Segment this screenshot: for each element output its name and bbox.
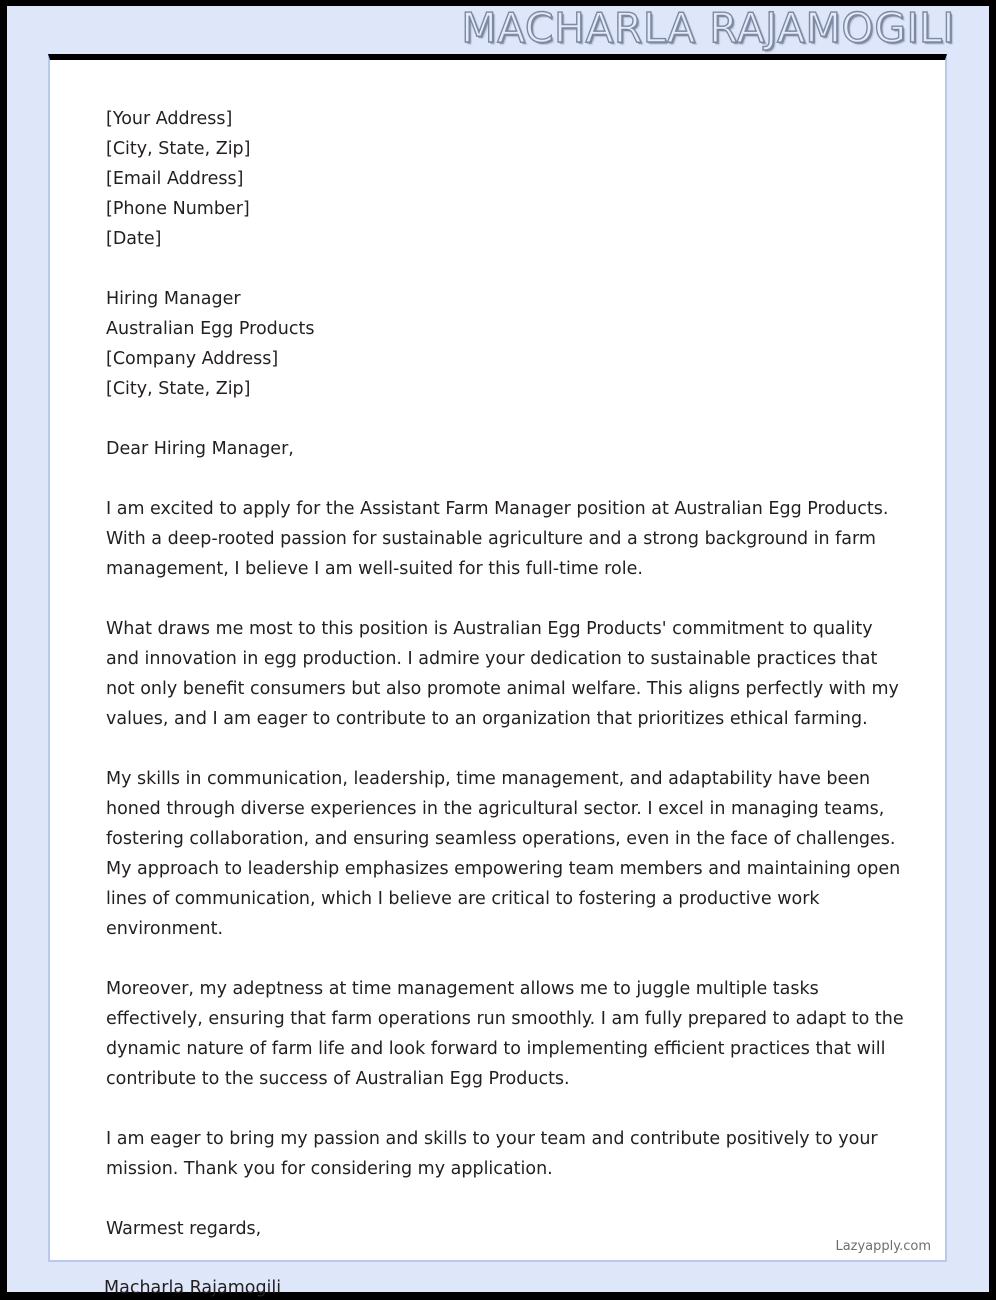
sender-address-line: [Your Address] [106,109,233,129]
recipient-address-line: Australian Egg Products [106,319,315,339]
letter-paragraph: Moreover, my adeptness at time management allows me to juggle multiple tasks effectively, ensuring that farm operations run smoothly. I am fully prepared to adapt to the dynamic nature of farm life and look forward to implementing efficient practices that will contribute to the success of Australian Egg Products. [106,979,904,1089]
recipient-address-line: [Company Address] [106,349,279,369]
letter-paragraph: What draws me most to this position is Australian Egg Products' commitment to quality and innovation in egg production. I admire your dedication to sustainable practices that not only benefit consumers but also promote animal welfare. This aligns perfectly with my values, and I am eager to contribute to an organization that prioritizes ethical farming. [106,619,899,729]
signature-name: Macharla Rajamogili [104,1278,282,1298]
spacer [106,1094,906,1124]
sender-address-line: [Email Address] [106,169,244,189]
recipient-address-line: Hiring Manager [106,289,241,309]
sender-address-line: [Phone Number] [106,199,250,219]
sender-address-line: [City, State, Zip] [106,139,251,159]
page-title: MACHARLA RAJAMOGILI [461,4,955,52]
letter-paragraph: My skills in communication, leadership, time management, and adaptability have been honed through diverse experiences in the agricultural sector. I excel in managing teams, fostering collaboration, and ensuring seamless operations, even in the face of challenges. My approach to leadership emphasizes empowering team members and maintaining open lines of communication, which I believe are critical to fostering a productive work environment. [106,769,901,939]
letter-sheet [48,54,947,1262]
sender-address-block [106,104,906,254]
letter-content [106,104,906,1244]
spacer [106,254,906,284]
spacer [106,584,906,614]
letter-paragraph: I am excited to apply for the Assistant Farm Manager position at Australian Egg Products. With a deep-rooted passion for sustainable agriculture and a strong background in farm management, I believe I am well-suited for this full-time role. [106,499,889,579]
spacer [106,404,906,434]
salutation: Dear Hiring Manager, [106,439,294,459]
recipient-address-block [106,284,906,404]
sender-address-line: [Date] [106,229,162,249]
watermark-label: Lazyapply.com [835,1239,931,1254]
spacer [106,734,906,764]
recipient-address-line: [City, State, Zip] [106,379,251,399]
spacer [106,464,906,494]
document-header [7,6,989,54]
spacer [106,1184,906,1214]
closing-salutation: Warmest regards, [106,1219,262,1239]
spacer [106,944,906,974]
letter-paragraph: I am eager to bring my passion and skills to your team and contribute positively to your mission. Thank you for considering my application. [106,1129,878,1179]
